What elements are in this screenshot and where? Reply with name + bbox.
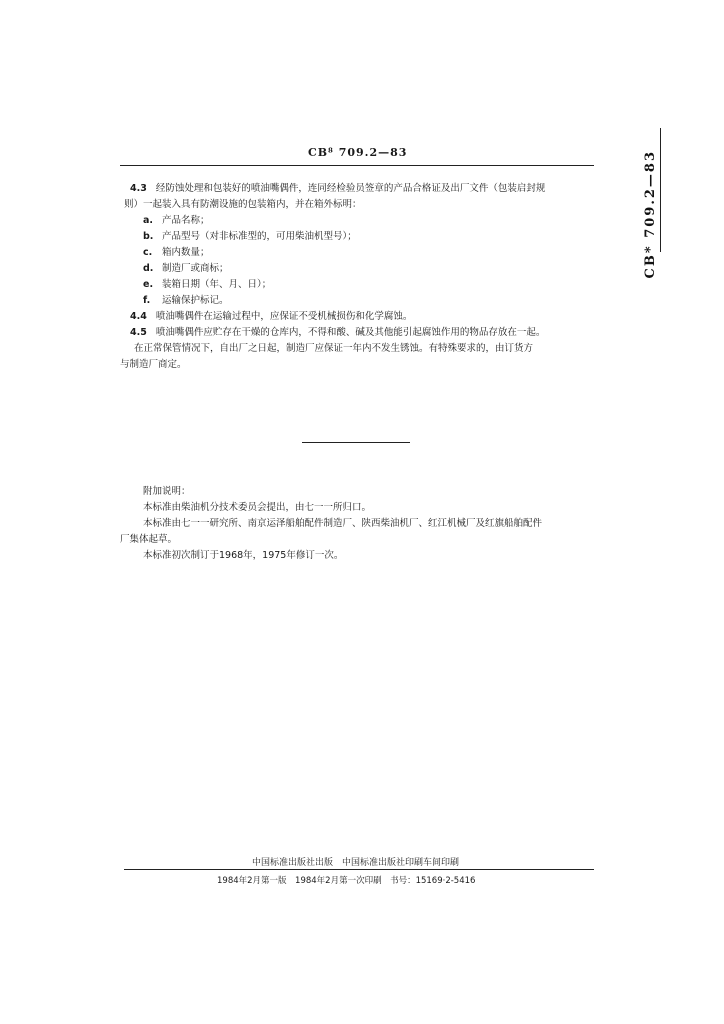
list-item-text: 产品名称； (162, 215, 210, 226)
notes-line: 本标准初次制订于1968年，1975年修订一次。 (143, 550, 344, 561)
list-item-label: a. (143, 215, 154, 226)
section-4-4 (130, 311, 412, 323)
footer-rule (124, 869, 594, 870)
section-4-5-line1 (130, 327, 545, 339)
notes-line: 厂集体起草。 (120, 534, 178, 545)
list-item-label: c. (143, 247, 153, 258)
list-item-label: b. (143, 231, 154, 242)
list-item (143, 295, 229, 307)
side-standard-code: CB* 709.2—83 (643, 150, 658, 279)
list-item-text: 箱内数量； (162, 247, 210, 258)
section-number: 4.3 (130, 183, 147, 194)
publisher-line: 中国标准出版社出版 中国标准出版社印刷车间印刷 (252, 858, 460, 868)
list-item (143, 215, 210, 227)
notes-title: 附加说明： (143, 486, 191, 497)
section-4-5-line3: 与制造厂商定。 (120, 359, 187, 370)
standard-code-header: CB⁸ 709.2—83 (308, 146, 408, 159)
end-divider (302, 442, 410, 443)
header-rule (120, 165, 594, 166)
section-4-3-line2: 则）一起装入具有防潮设施的包装箱内，并在箱外标明： (124, 199, 362, 210)
list-item-text: 制造厂或商标； (162, 263, 229, 274)
notes-line: 本标准由柴油机分技术委员会提出，由七一一所归口。 (143, 502, 372, 513)
section-text: 经防蚀处理和包装好的喷油嘴偶件，连同经检验员签章的产品合格证及出厂文件（包装启封规 (155, 183, 546, 194)
print-info-line: 1984年2月第一版 1984年2月第一次印刷 书号：15169·2-5416 (217, 876, 476, 886)
section-number: 4.5 (130, 327, 147, 338)
list-item (143, 263, 229, 275)
section-number: 4.4 (130, 311, 147, 322)
list-item (143, 247, 210, 259)
list-item-label: d. (143, 263, 154, 274)
section-text: 喷油嘴偶件应贮存在干燥的仓库内，不得和酸、碱及其他能引起腐蚀作用的物品存放在一起。 (155, 327, 546, 338)
list-item-label: e. (143, 279, 154, 290)
section-4-3-line1 (130, 183, 545, 195)
list-item (143, 231, 357, 243)
notes-line: 本标准由七一一研究所、南京运泽船舶配件制造厂、陕西柴油机厂、红江机械厂及红旗船舶配件 (143, 518, 543, 529)
list-item-text: 产品型号（对非标准型的，可用柴油机型号）； (162, 231, 357, 242)
list-item-text: 运输保护标记。 (162, 295, 229, 306)
section-4-5-line2: 在正常保管情况下，自出厂之日起，制造厂应保证一年内不发生锈蚀。有特殊要求的，由订货方 (134, 343, 534, 354)
section-text: 喷油嘴偶件在运输过程中，应保证不受机械损伤和化学腐蚀。 (155, 311, 413, 322)
list-item-label: f. (143, 295, 151, 306)
side-rule (660, 128, 661, 252)
list-item (143, 279, 272, 291)
list-item-text: 装箱日期（年、月、日）； (162, 279, 272, 290)
